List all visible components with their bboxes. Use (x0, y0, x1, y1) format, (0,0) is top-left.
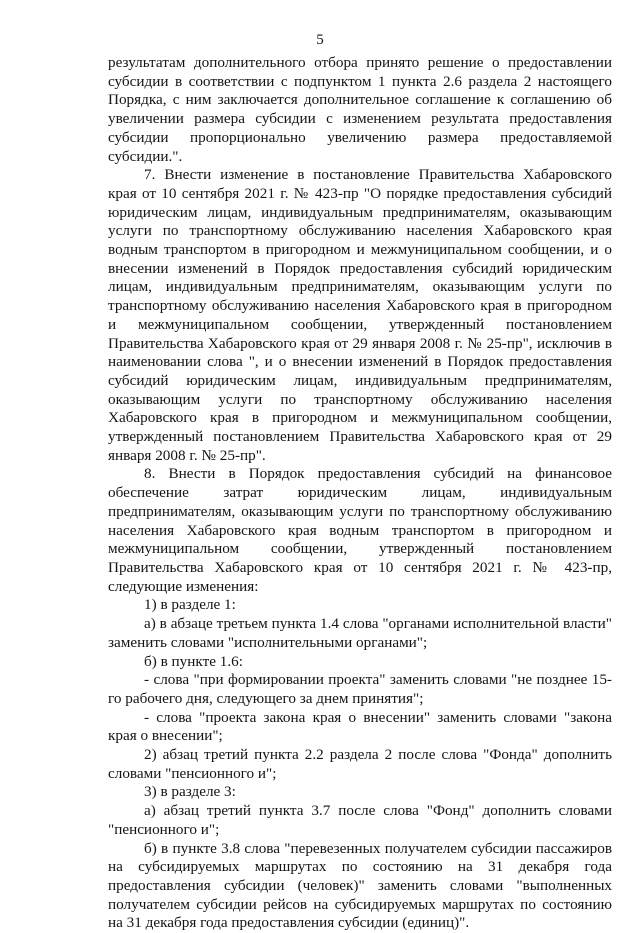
subitem-1-b: б) в пункте 1.6: (144, 652, 243, 670)
paragraph-item-7: 7. Внести изменение в постановление Правительства Хабаровского края от 10 сентября 2021 г. № 423-пр "О порядке предоставления субсидий юридическим лицам, индивидуальным предпринимателям, оказывающим услуги по транспортному обслуживанию населения Хабаровского края водным транспортом в пригородном и межмуниципальном сообщении, и о внесении изменений в Порядок предоставления субсидий юридическим лицам, индивидуальным предпринимателям, оказывающим услуги по транспортному обслуживанию населения Хабаровского края в пригородном и межмуниципальном сообщении, утвержденный постановлением Правительства Хабаровского края от 29 января 2008 г. № 25-пр", исключив в наименовании слова ", и о внесении изменений в Порядок предоставления субсидий юридическим лицам, индивидуальным предпринимателям, оказывающим услуги по транспортному обслуживанию населения Хабаровского края в пригородном и межмуниципальном сообщении, утвержденный постановлением Правительства Хабаровского края от 29 января 2008 г. № 25-пр". (108, 166, 612, 464)
subitem-2: 2) абзац третий пункта 2.2 раздела 2 после слова "Фонда" дополнить словами "пенсионного и"; (108, 746, 612, 782)
subitem-1-a: а) в абзаце третьем пункта 1.4 слова "органами исполнительной власти" заменить словами "исполнительными органами"; (108, 615, 612, 651)
subitem-3-b: б) в пункте 3.8 слова "перевезенных получателем субсидии пассажиров на субсидируемых маршрутах по состоянию на 31 декабря года предоставления субсидии (человек)" заменить словами "выполненных получателем субсидии рейсов на субсидируемых маршрутах по состоянию на 31 декабря года предоставления субсидии (единиц)". (108, 839, 612, 932)
page-number: 5 (316, 32, 324, 48)
subitem-1-b-dash-2: - слова "проекта закона края о внесении" заменить словами "закона края о внесении"; (108, 708, 612, 745)
document-body (108, 54, 612, 933)
subitem-3: 3) в разделе 3: (144, 783, 236, 801)
subitem-1-b-dash-1: - слова "при формировании проекта" заменить словами "не позднее 15-го рабочего дня, следующего за днем принятия"; (108, 671, 612, 707)
paragraph-continuation: результатам дополнительного отбора принято решение о предоставлении субсидии в соответствии с подпунктом 1 пункта 2.6 раздела 2 настоящего Порядка, с ним заключается дополнительное соглашение к соглашению об увеличении размера субсидии с изменением результата предоставления субсидии пропорционально увеличению размера предоставляемой субсидии.". (108, 54, 612, 165)
paragraph-item-8: 8. Внести в Порядок предоставления субсидий на финансовое обеспечение затрат юридическим лицам, индивидуальным предпринимателям, оказывающим услуги по транспортному обслуживанию населения Хабаровского края водным транспортом в пригородном и межмуниципальном сообщении, утвержденный постановлением Правительства Хабаровского края от 10 сентября 2021 г. № 423-пр, следующие изменения: (108, 465, 612, 595)
subitem-1: 1) в разделе 1: (144, 596, 236, 614)
subitem-3-a: а) абзац третий пункта 3.7 после слова "Фонд" дополнить словами "пенсионного и"; (108, 802, 612, 838)
